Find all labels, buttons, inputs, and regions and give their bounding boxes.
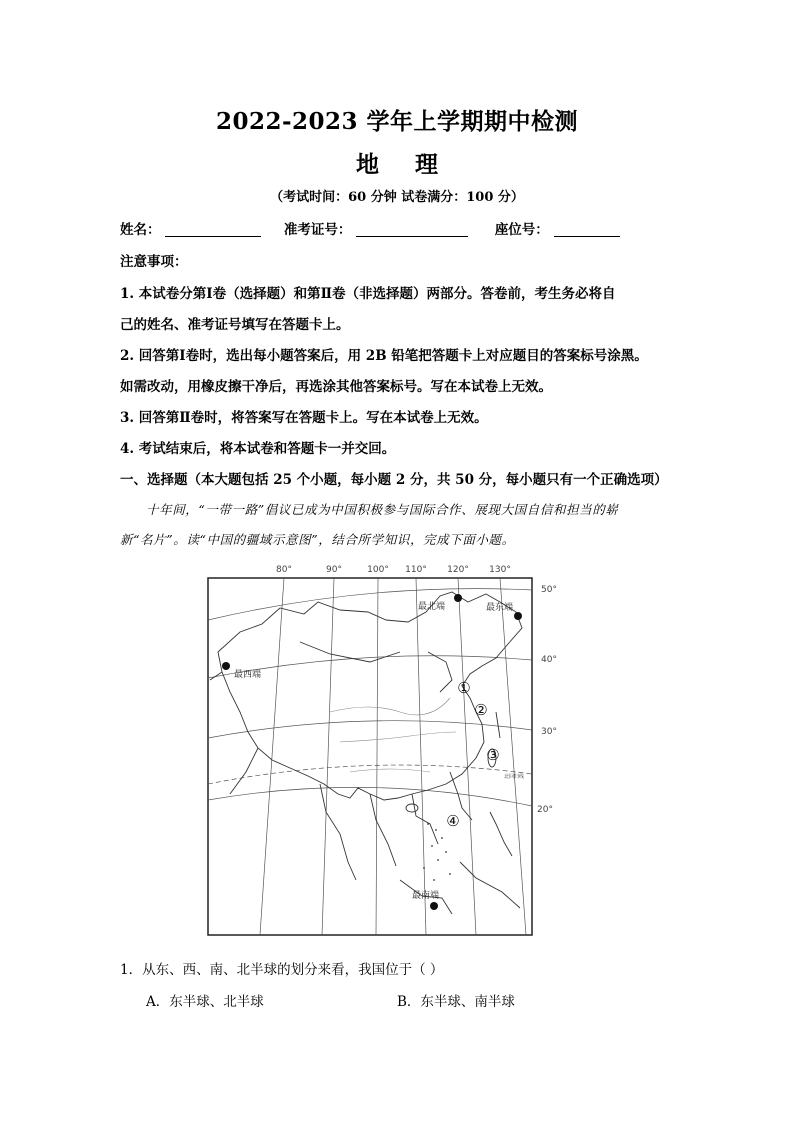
exam-title: 2022-2023 学年上学期期中检测 (215, 108, 579, 135)
notice-item-4: 4. 考试结束后，将本试卷和答题卡一并交回。 (120, 441, 396, 457)
north-point-marker (454, 594, 462, 602)
notice-item-1-cont: 己的姓名、准考证号填写在答题卡上。 (120, 317, 350, 333)
question-1-stem: 1．从东、西、南、北半球的划分来看，我国位于（ ） (120, 962, 444, 978)
notice-heading: 注意事项： (120, 254, 188, 270)
lon-label-130: 130° (489, 565, 511, 575)
lon-label-100: 100° (367, 565, 389, 575)
id-blank[interactable] (356, 222, 468, 237)
marker-2: ② (474, 701, 488, 719)
question-1-option-b[interactable]: B．东半球、南半球 (397, 994, 515, 1010)
student-info-row (120, 218, 620, 238)
marker-4: ④ (446, 812, 460, 830)
south-point-label: 最南端 (412, 891, 440, 901)
china-territory-map (200, 562, 560, 940)
east-point-label: 最东端 (486, 603, 514, 613)
notice-item-2: 2. 回答第Ⅰ卷时，选出每小题答案后，用 2B 铅笔把答题卡上对应题目的答案标号涂黑。 (120, 348, 648, 364)
id-label: 准考证号： (283, 222, 352, 238)
name-label: 姓名： (120, 222, 161, 238)
map-frame (208, 578, 532, 935)
lat-label-20: 20° (537, 805, 553, 815)
subject-title: 地 理 (355, 151, 452, 178)
tropic-label: 北回归线 (504, 774, 525, 780)
west-point-label: 最西端 (234, 670, 262, 680)
intro-line-1: 十年间，“一带一路”倡议已成为中国积极参与国际合作、展现大国自信和担当的崭 (146, 502, 619, 517)
marker-3: ③ (486, 746, 500, 764)
notice-item-3: 3. 回答第Ⅱ卷时，将答案写在答题卡上。写在本试卷上无效。 (120, 410, 488, 426)
south-point-marker (430, 902, 438, 910)
lat-label-40: 40° (541, 655, 557, 665)
lat-label-50: 50° (541, 585, 557, 595)
marker-1: ① (457, 679, 471, 697)
notice-item-2-cont: 如需改动，用橡皮擦干净后，再选涂其他答案标号。写在本试卷上无效。 (120, 379, 552, 395)
seat-label: 座位号： (494, 222, 549, 238)
lon-label-120: 120° (447, 565, 469, 575)
seat-blank[interactable] (554, 222, 620, 237)
lon-label-90: 90° (326, 565, 342, 575)
lon-label-80: 80° (276, 565, 292, 575)
lon-label-110: 110° (405, 565, 427, 575)
north-point-label: 最北端 (418, 602, 446, 612)
section-heading: 一、选择题（本大题包括 25 个小题，每小题 2 分，共 50 分，每小题只有一个正确选项） (120, 472, 668, 488)
lat-label-30: 30° (541, 727, 557, 737)
notice-item-1: 1. 本试卷分第Ⅰ卷（选择题）和第Ⅱ卷（非选择题）两部分。答卷前，考生务必将自 (120, 286, 616, 302)
question-1-option-a[interactable]: A．东半球、北半球 (146, 994, 264, 1010)
name-blank[interactable] (165, 222, 261, 237)
west-point-marker (222, 662, 230, 670)
exam-info: （考试时间：60 分钟 试卷满分：100 分） (270, 190, 524, 205)
east-point-marker (514, 612, 522, 620)
intro-line-2: 新“名片”。读“中国的疆域示意图”，结合所学知识，完成下面小题。 (120, 532, 515, 547)
